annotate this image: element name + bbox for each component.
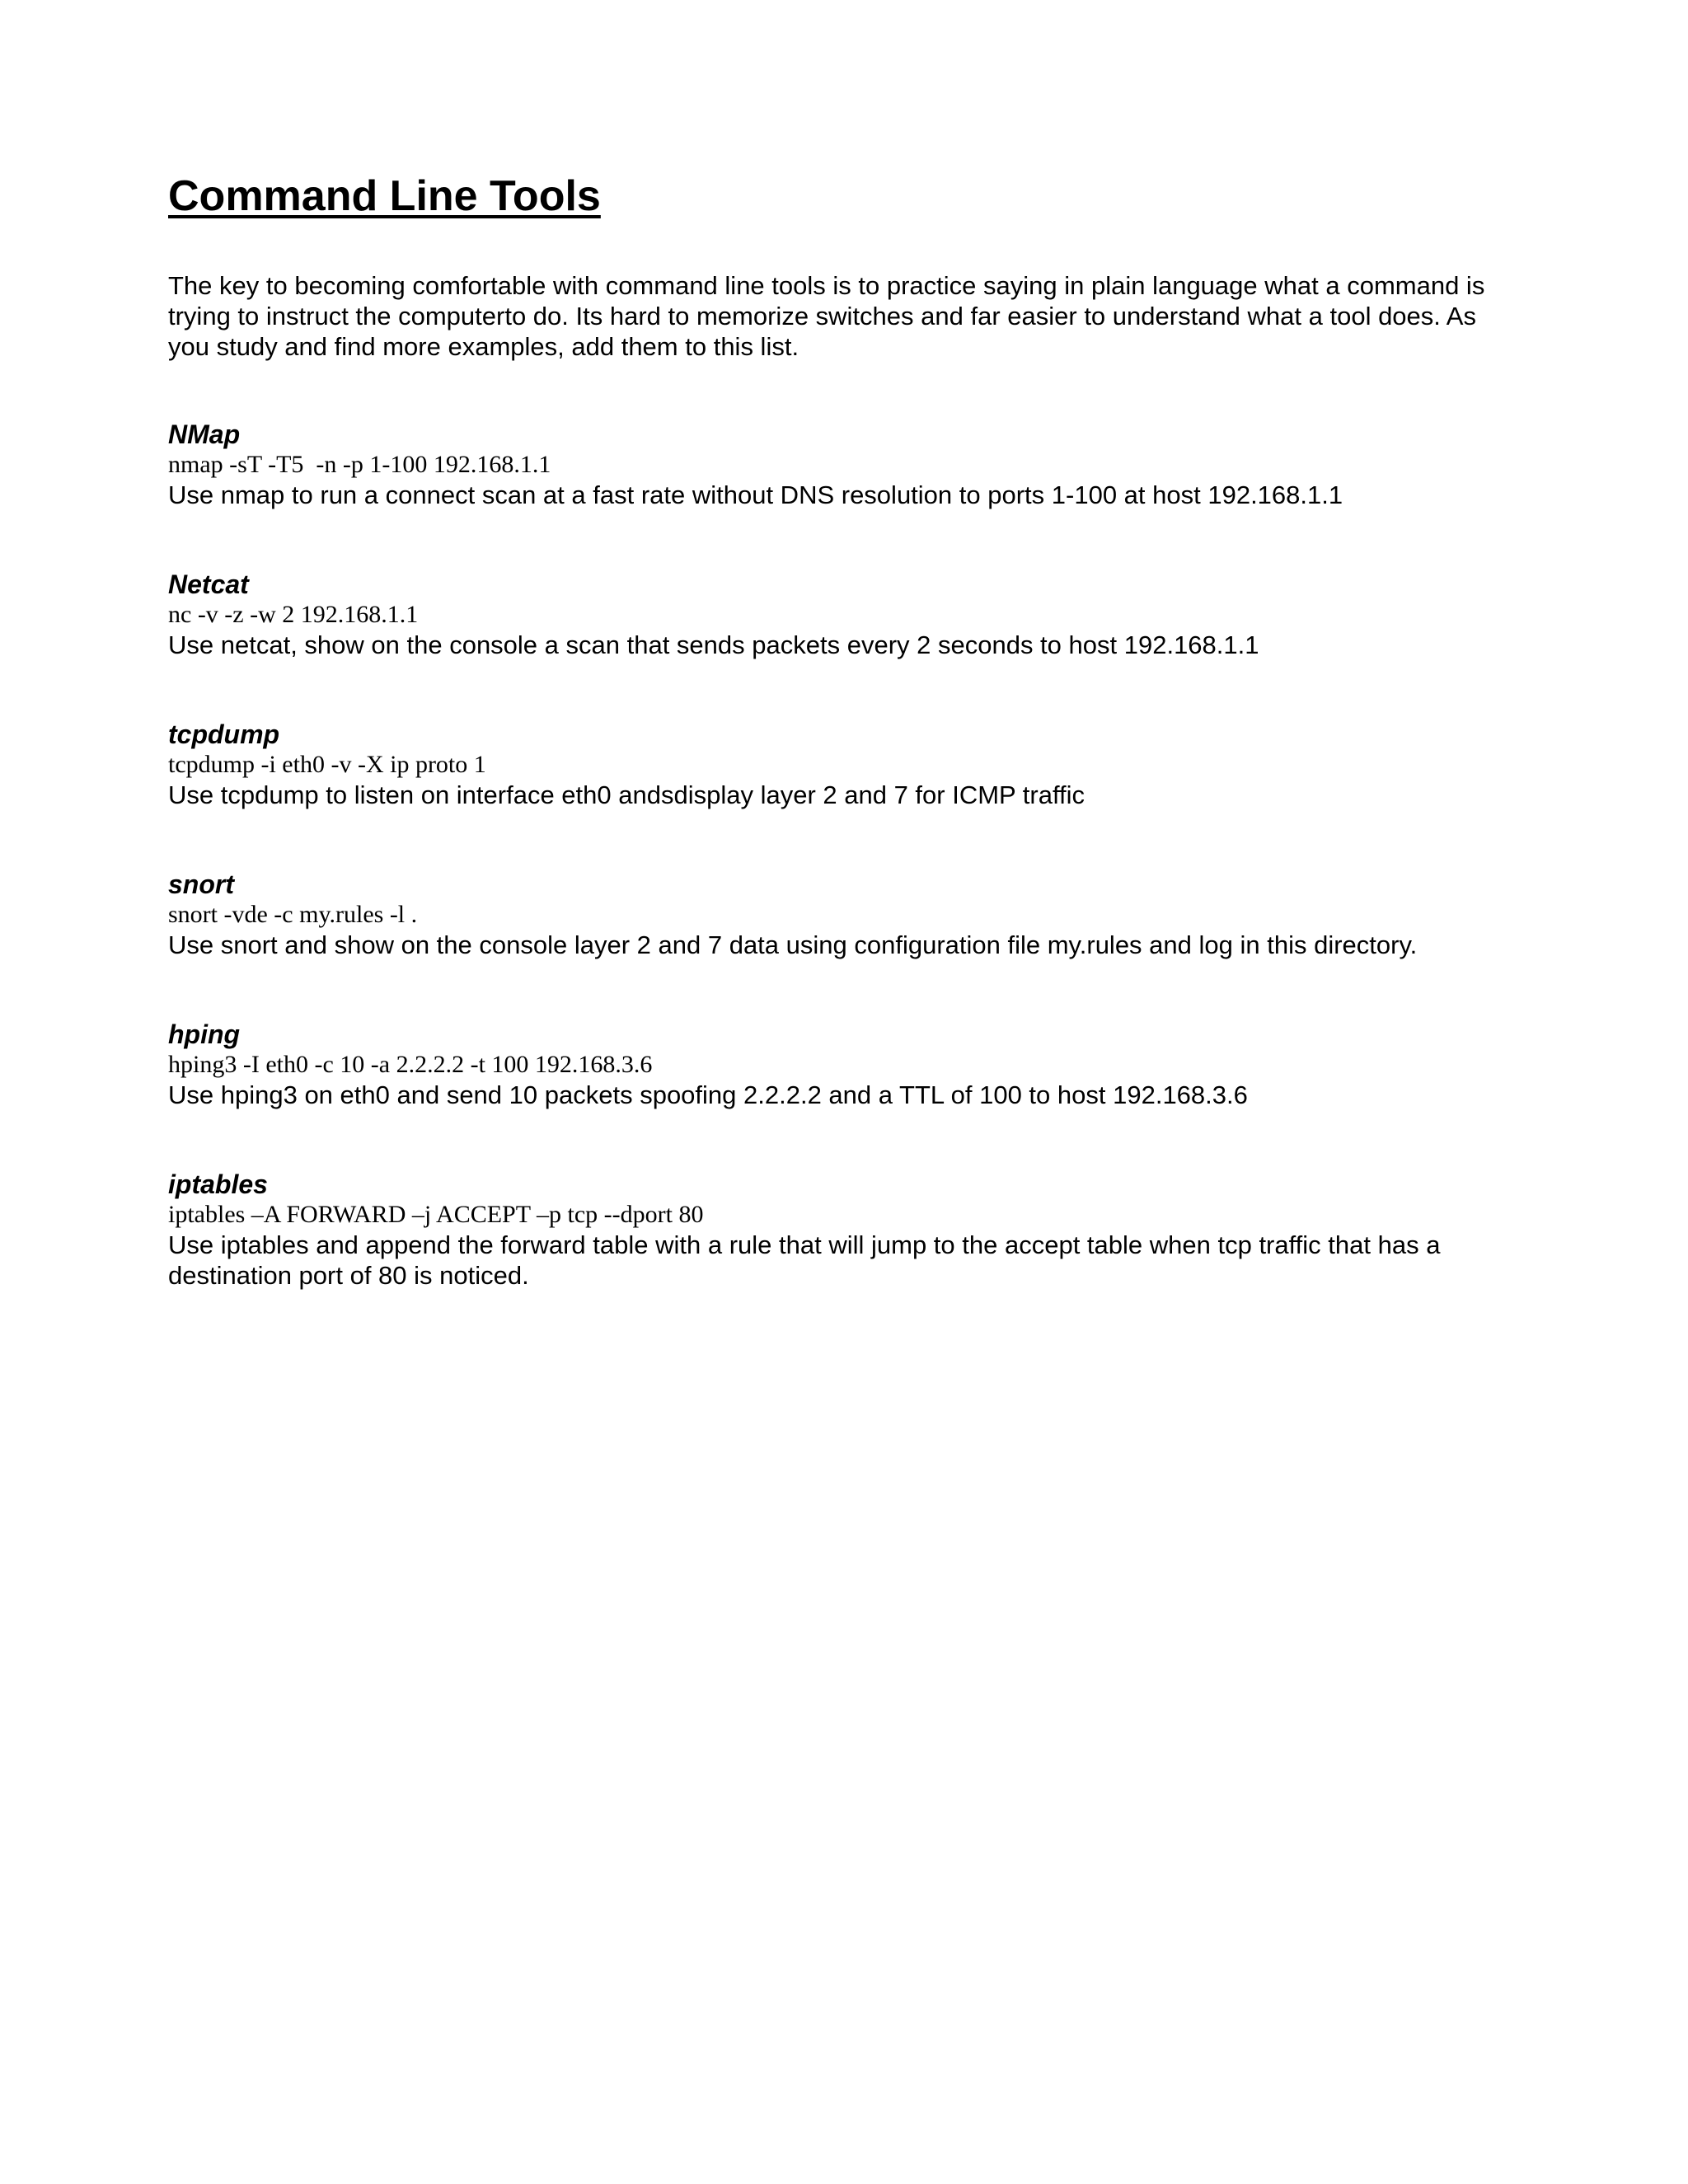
tool-description: Use nmap to run a connect scan at a fast rate without DNS resolution to ports 1-100 at host 192.168.1.1 xyxy=(168,480,1343,509)
tool-section-nmap xyxy=(168,419,1520,510)
tool-section-iptables xyxy=(168,1169,1520,1291)
tool-name: iptables xyxy=(168,1169,268,1199)
tool-command: tcpdump -i eth0 -v -X ip proto 1 xyxy=(168,751,486,778)
tool-description: Use tcpdump to listen on interface eth0 andsdisplay layer 2 and 7 for ICMP traffic xyxy=(168,780,1085,809)
tool-name: NMap xyxy=(168,419,241,449)
tool-command: snort -vde -c my.rules -l . xyxy=(168,901,418,928)
tool-name: hping xyxy=(168,1019,241,1049)
page-title: Command Line Tools xyxy=(168,172,601,220)
tool-section-hping xyxy=(168,1019,1520,1110)
tool-description: Use snort and show on the console layer 2 and 7 data using configuration file my.rules and log in this directory. xyxy=(168,930,1418,959)
tool-name: snort xyxy=(168,869,234,899)
document-body xyxy=(168,171,1520,1290)
tool-description: Use hping3 on eth0 and send 10 packets spoofing 2.2.2.2 and a TTL of 100 to host 192.168.3.6 xyxy=(168,1080,1248,1109)
tool-section-snort xyxy=(168,869,1520,960)
tool-command: hping3 -I eth0 -c 10 -a 2.2.2.2 -t 100 192.168.3.6 xyxy=(168,1051,653,1078)
tool-name: tcpdump xyxy=(168,719,280,749)
tool-description: Use iptables and append the forward table with a rule that will jump to the accept table when tcp traffic that has a destination port of 80 is noticed. xyxy=(168,1230,1441,1290)
tool-command: nc -v -z -w 2 192.168.1.1 xyxy=(168,601,419,628)
tool-section-tcpdump xyxy=(168,719,1520,810)
tool-command: nmap -sT -T5 -n -p 1-100 192.168.1.1 xyxy=(168,451,551,478)
tool-description: Use netcat, show on the console a scan that sends packets every 2 seconds to host 192.168.1.1 xyxy=(168,630,1259,659)
tool-name: Netcat xyxy=(168,569,249,599)
tool-command: iptables –A FORWARD –j ACCEPT –p tcp --dport 80 xyxy=(168,1201,704,1228)
intro-paragraph: The key to becoming comfortable with command line tools is to practice saying in plain language what a command is trying to instruct the computerto do. Its hard to memorize switches and far easier to understand what a tool does. As you study and find more examples, add them to this list. xyxy=(168,271,1485,361)
tool-section-netcat xyxy=(168,569,1520,660)
